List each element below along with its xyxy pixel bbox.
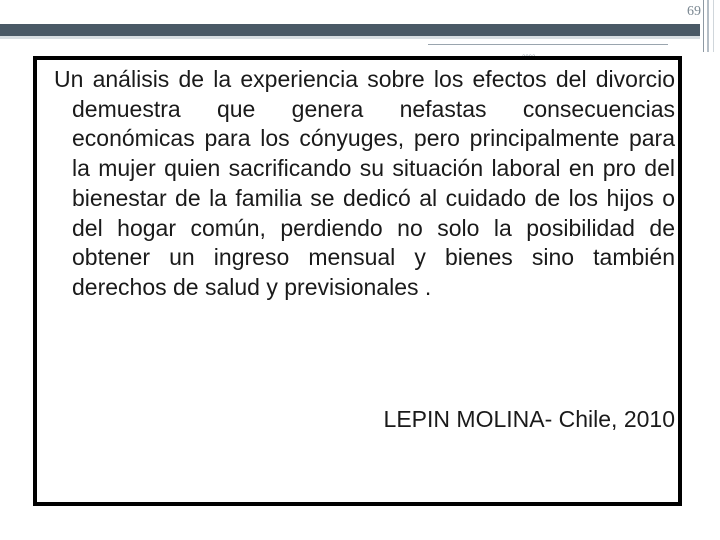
slide-number: 69 — [687, 4, 701, 19]
decorative-vertical-line — [707, 0, 709, 52]
decorative-vertical-line — [703, 0, 704, 52]
small-header-mark: 2002 — [522, 55, 536, 61]
quote-paragraph: Un análisis de la experiencia sobre los efectos del divorcio demuestra que genera nefastas consecuencias económicas para los cónyuges, pero principalmente para la mujer quien sacrificando su situación laboral en pro del bienestar de la familia se dedicó al cuidado de los hijos o del hogar común, perdiendo no solo la posibilidad de obtener un ingreso mensual y bienes sino también derechos de salud y previsionales . — [54, 66, 675, 300]
decorative-vertical-line — [713, 0, 714, 52]
header-ribbon-line — [428, 38, 668, 45]
header-band — [0, 24, 700, 36]
quote-attribution: LEPIN MOLINA- Chile, 2010 — [383, 406, 675, 432]
